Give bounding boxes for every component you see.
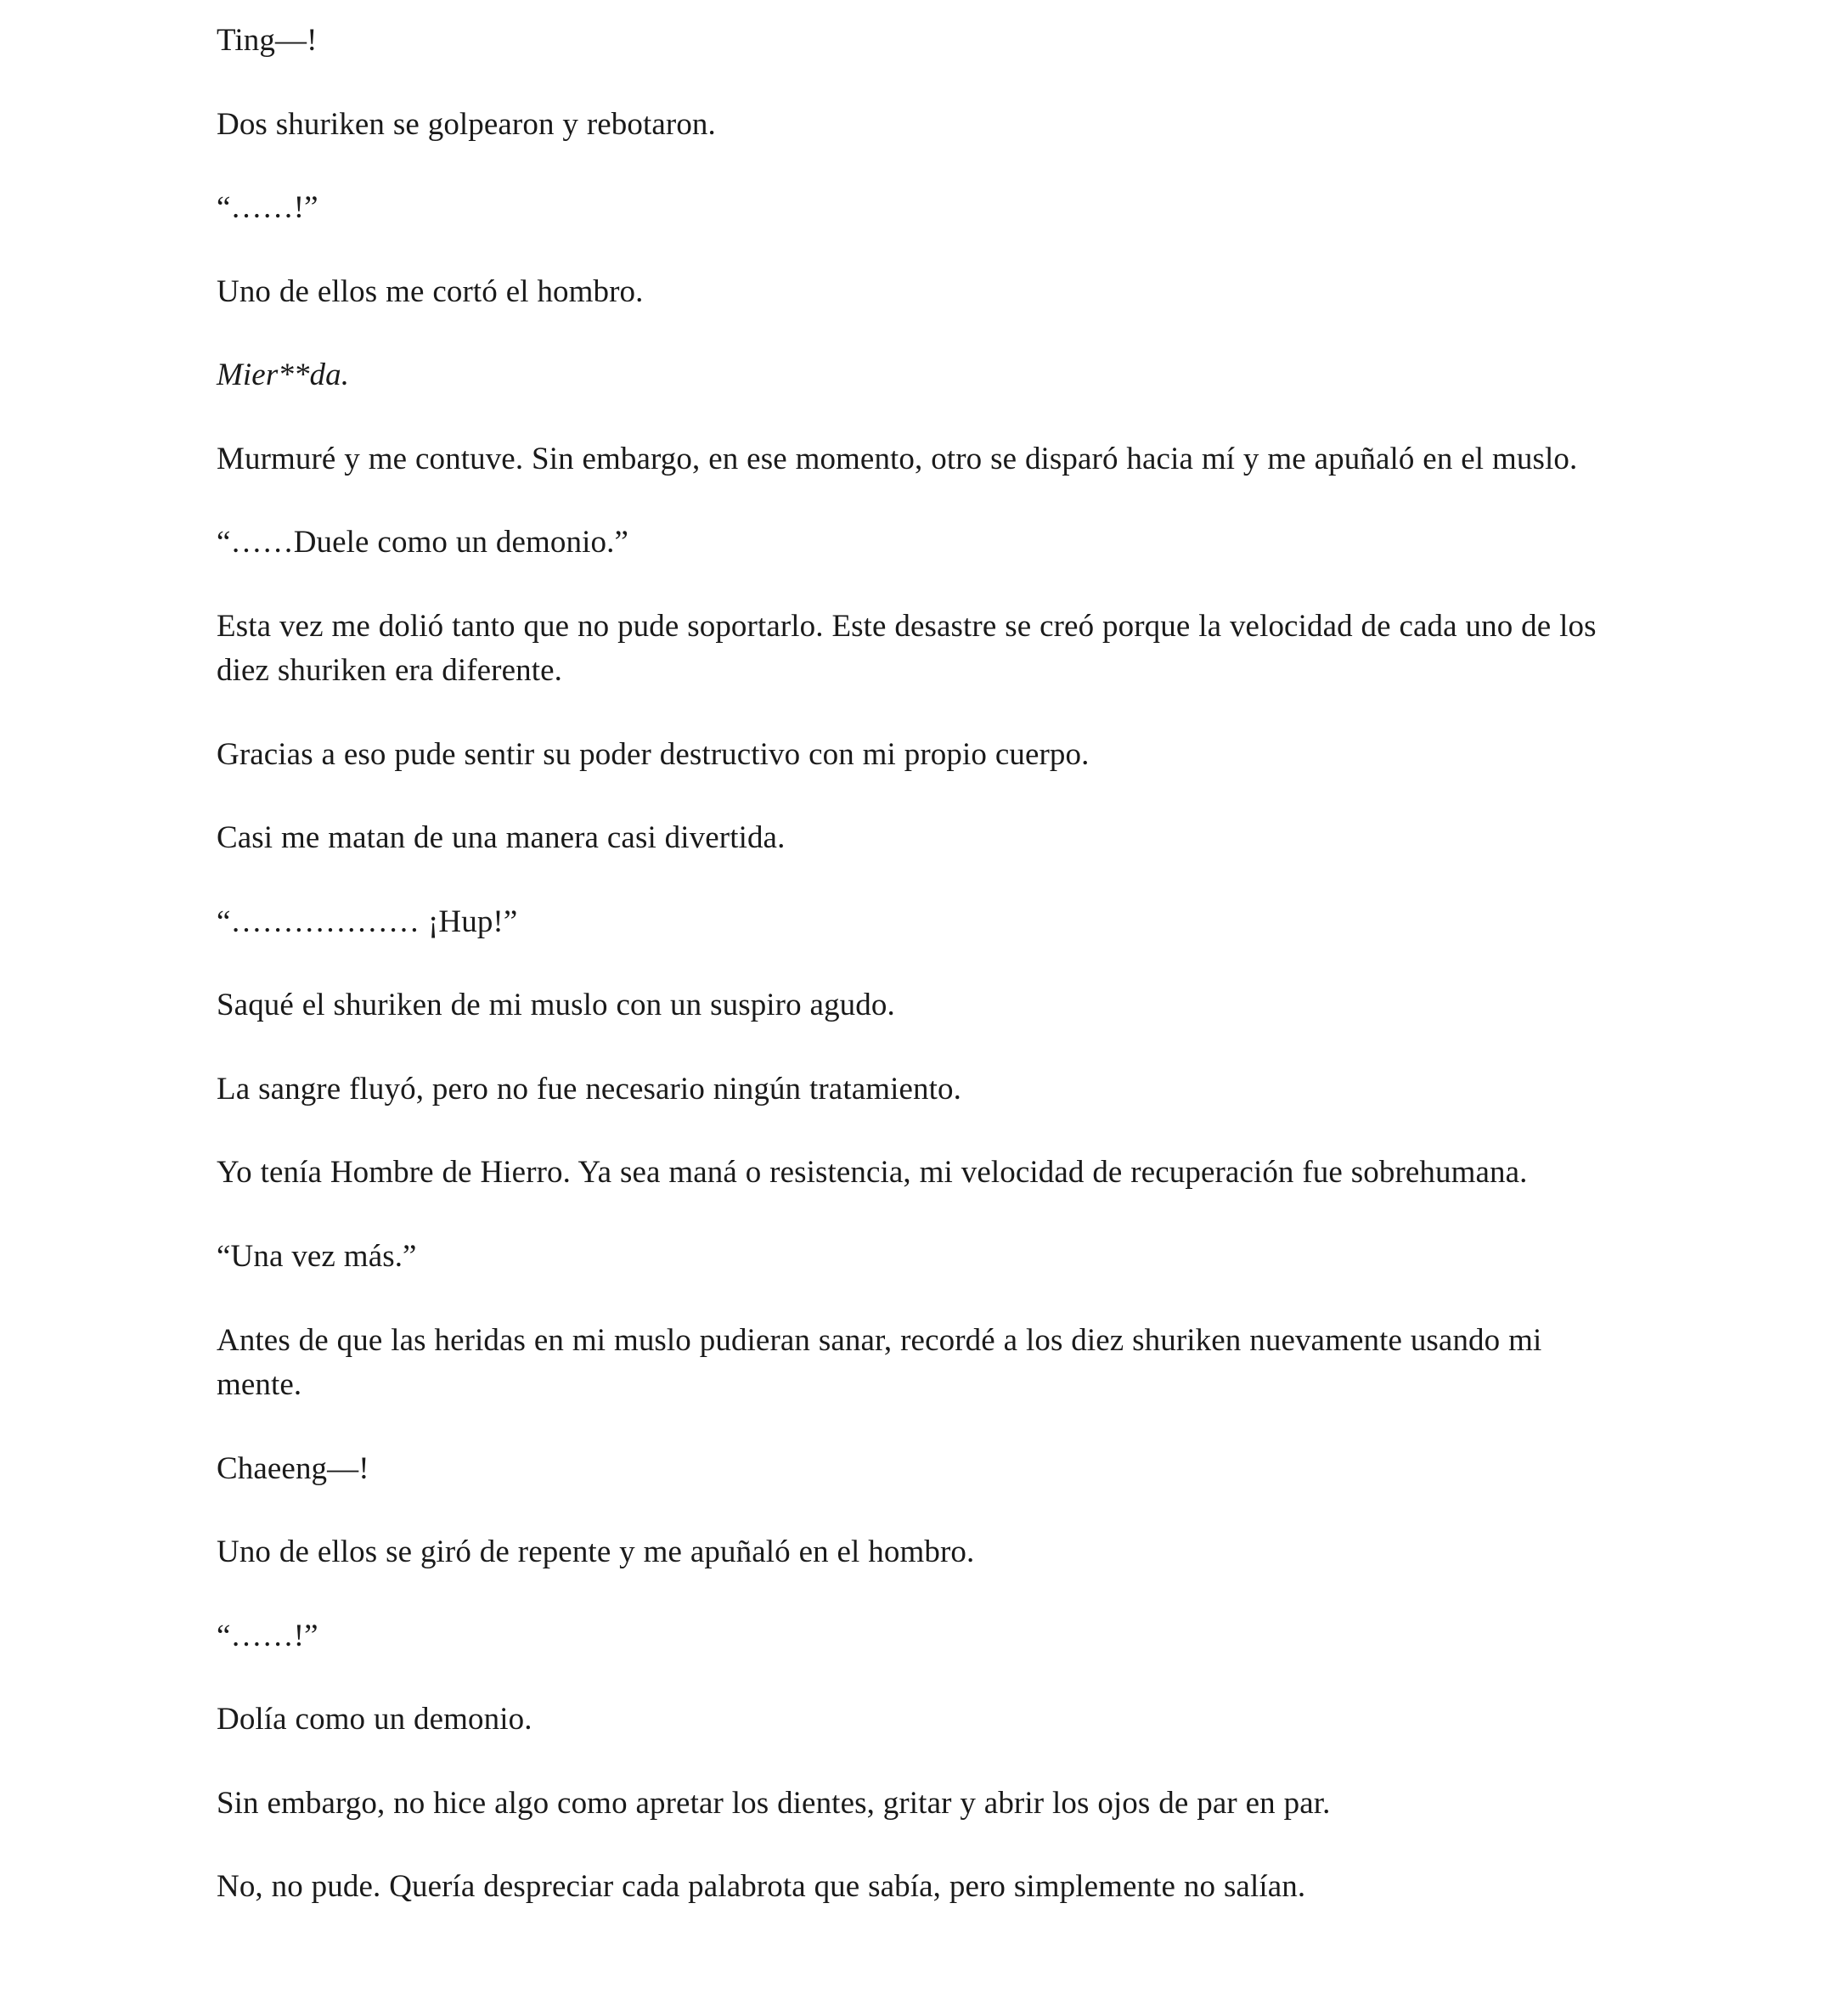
paragraph: “……!”: [217, 1618, 318, 1653]
paragraph: Dos shuriken se golpearon y rebotaron.: [217, 106, 716, 142]
paragraph: Casi me matan de una manera casi divertida.: [217, 820, 786, 856]
paragraph: Dolía como un demonio.: [217, 1702, 532, 1737]
paragraph: Murmuré y me contuve. Sin embargo, en ese momento, otro se disparó hacia mí y me apuñaló en el muslo.: [217, 441, 1578, 476]
paragraph: La sangre fluyó, pero no fue necesario ningún tratamiento.: [217, 1071, 961, 1106]
paragraph: Saqué el shuriken de mi muslo con un suspiro agudo.: [217, 988, 895, 1023]
paragraph: Antes de que las heridas en mi muslo pudieran sanar, recordé a los diez shuriken nuevamente usando mi mente.: [217, 1322, 1542, 1403]
paragraph: Esta vez me dolió tanto que no pude soportarlo. Este desastre se creó porque la velocidad de cada uno de los diez shuriken era diferente.: [217, 608, 1597, 689]
document-body: [217, 19, 1626, 1910]
paragraph: “Una vez más.”: [217, 1238, 417, 1274]
paragraph: “……Duele como un demonio.”: [217, 525, 628, 560]
paragraph: “……!”: [217, 190, 318, 226]
paragraph: Ting—!: [217, 23, 318, 58]
paragraph: Gracias a eso pude sentir su poder destructivo con mi propio cuerpo.: [217, 736, 1090, 772]
paragraph: Uno de ellos se giró de repente y me apuñaló en el hombro.: [217, 1534, 975, 1570]
paragraph: “……………… ¡Hup!”: [217, 904, 518, 939]
paragraph-emphasis: Mier**da.: [217, 358, 350, 393]
paragraph: Chaeeng—!: [217, 1450, 369, 1486]
paragraph: Yo tenía Hombre de Hierro. Ya sea maná o resistencia, mi velocidad de recuperación fue sobrehumana.: [217, 1155, 1528, 1191]
paragraph: No, no pude. Quería despreciar cada palabrota que sabía, pero simplemente no salían.: [217, 1869, 1306, 1905]
paragraph: Uno de ellos me cortó el hombro.: [217, 273, 644, 309]
paragraph: Sin embargo, no hice algo como apretar los dientes, gritar y abrir los ojos de par en par.: [217, 1785, 1331, 1821]
